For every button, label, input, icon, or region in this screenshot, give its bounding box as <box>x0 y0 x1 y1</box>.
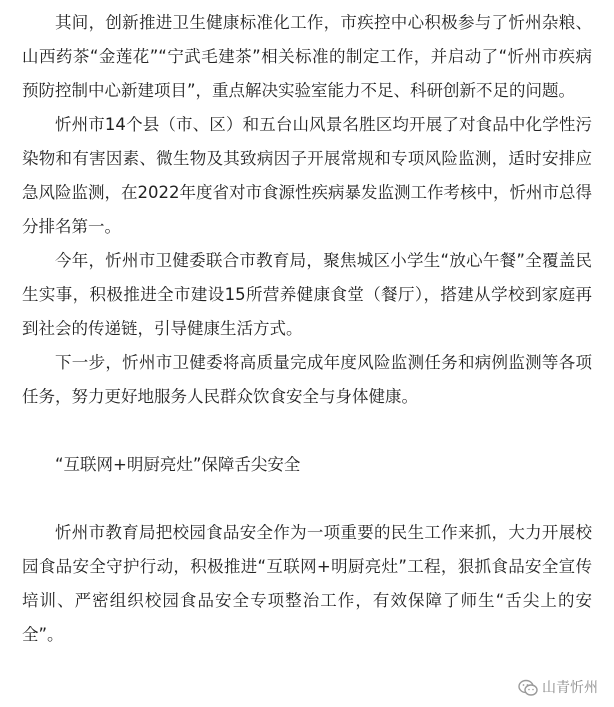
paragraph-standardization: 其间，创新推进卫生健康标准化工作，市疾控中心积极参与了忻州杂粮、山西药茶“金莲花”“宁武毛建茶”相关标准的制定工作，并启动了“忻州市疾病预防控制中心新建项目”，重点解决实验室能力不足、科研创新不足的问题。 <box>22 13 592 100</box>
paragraph-campus-food-safety: 忻州市教育局把校园食品安全作为一项重要的民生工作来抓，大力开展校园食品安全守护行动，积极推进“互联网+明厨亮灶”工程，狠抓食品安全宣传培训、严密组织校园食品安全专项整治工作，有效保障了师生“舌尖上的安全”。 <box>22 523 592 644</box>
paragraph-next-step: 下一步，忻州市卫健委将高质量完成年度风险监测任务和病例监测等各项任务，努力更好地服务人民群众饮食安全与身体健康。 <box>22 353 592 406</box>
spacer <box>22 414 592 448</box>
watermark-text: 山青忻州 <box>542 680 598 696</box>
section-heading: “互联网+明厨亮灶”保障舌尖安全 <box>55 455 301 474</box>
spacer <box>22 482 592 516</box>
paragraph-risk-monitoring: 忻州市14个县（市、区）和五台山风景名胜区均开展了对食品中化学性污染物和有害因素、微生物及其致病因子开展常规和专项风险监测，适时安排应急风险监测，在2022年度省对市食源性疾病暴发监测工作考核中，忻州市总得分排名第一。 <box>22 115 592 236</box>
paragraph-school-lunch: 今年，忻州市卫健委联合市教育局，聚焦城区小学生“放心午餐”全覆盖民生实事，积极推进全市建设15所营养健康食堂（餐厅），搭建从学校到家庭再到社会的传递链，引导健康生活方式。 <box>22 251 592 338</box>
watermark <box>514 677 602 699</box>
wechat-channel-icon <box>518 679 538 697</box>
